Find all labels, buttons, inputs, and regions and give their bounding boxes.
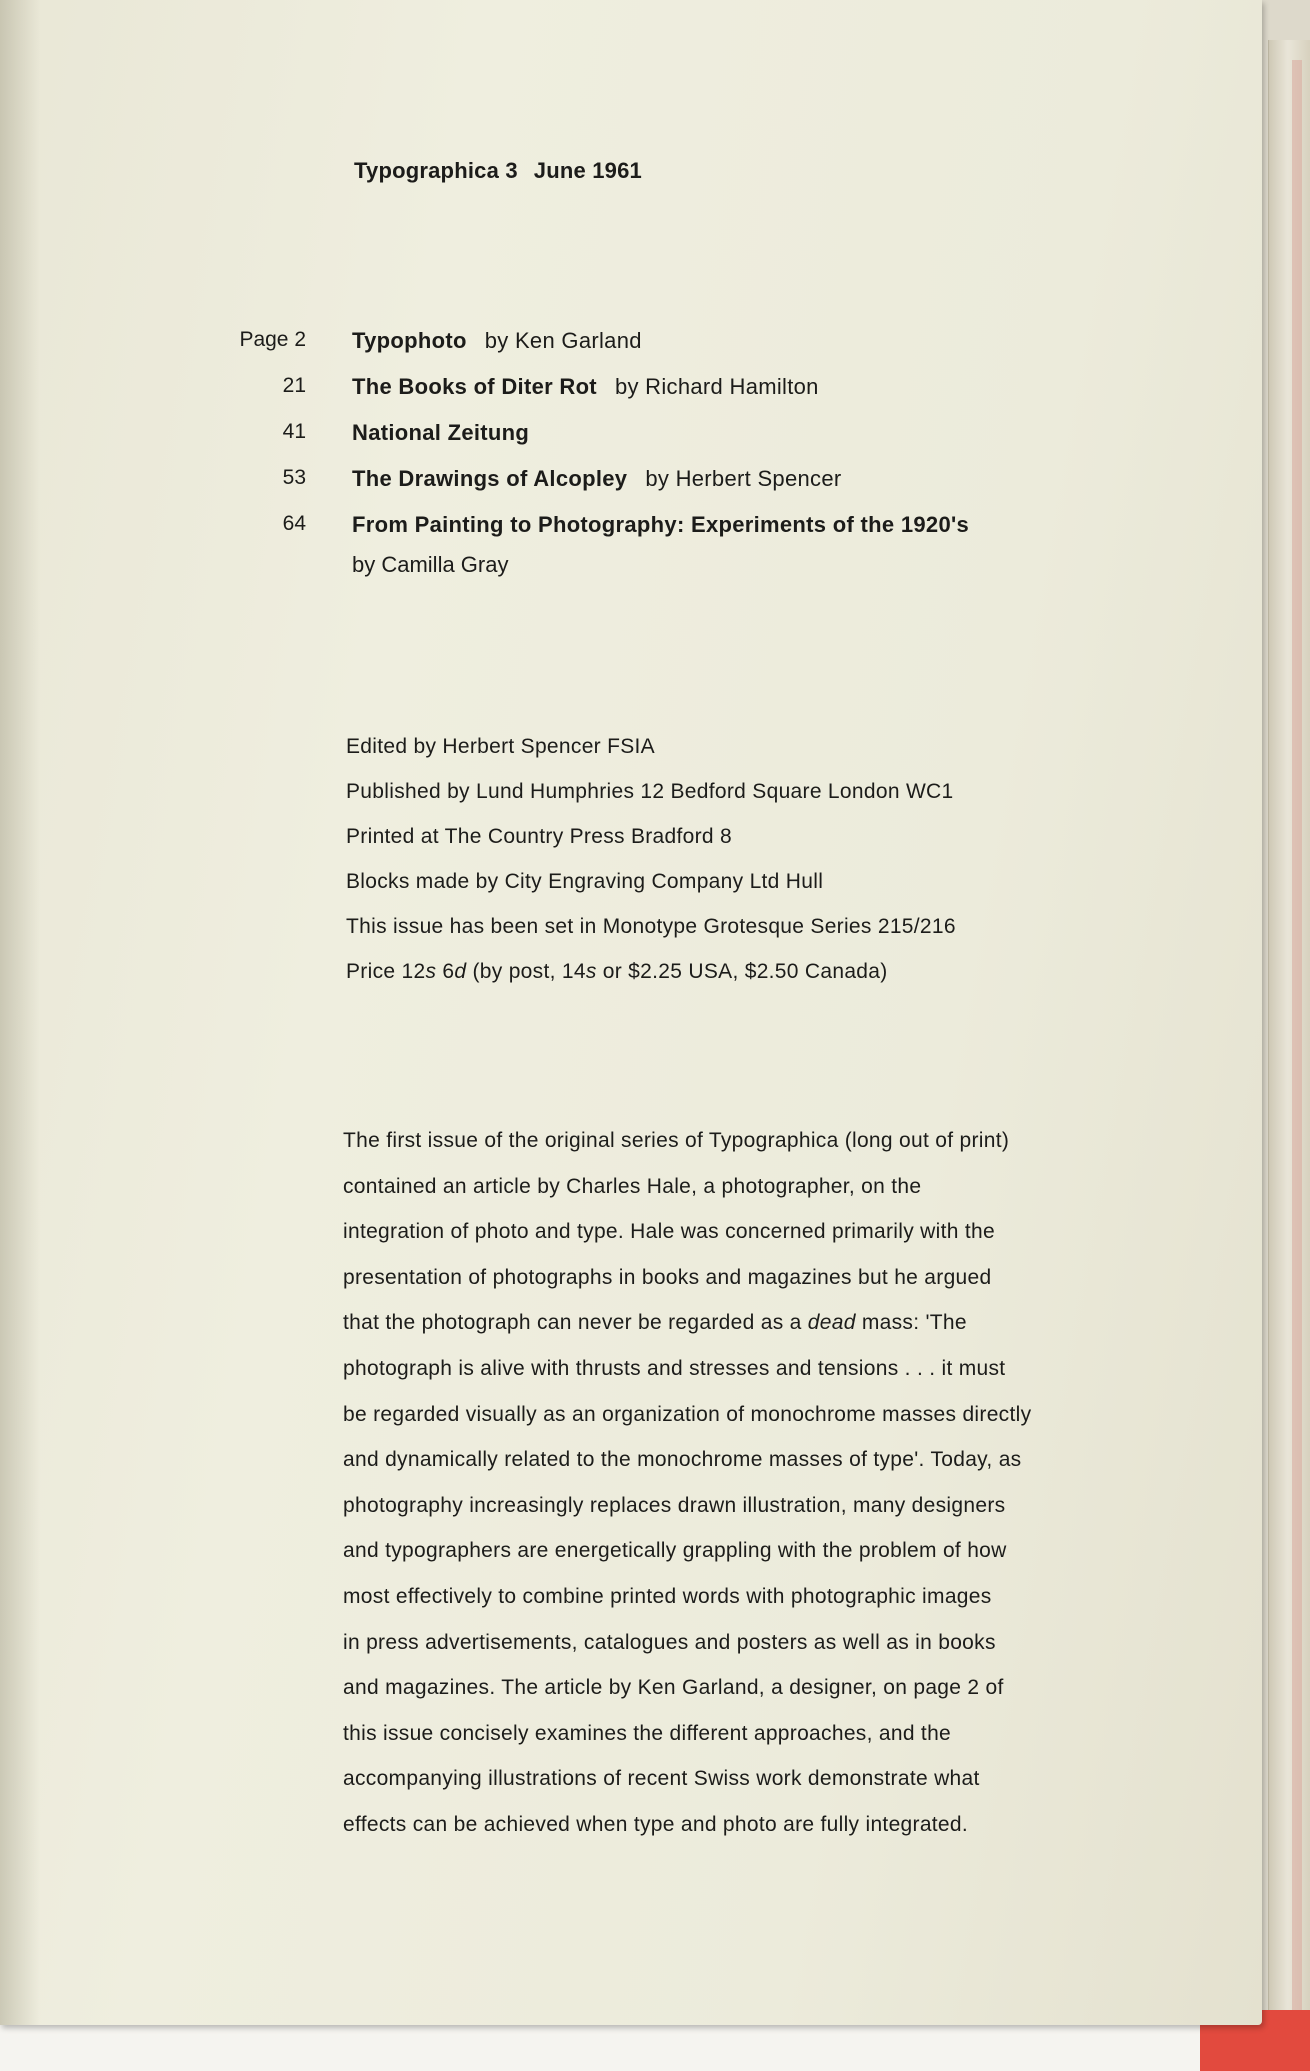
toc-page-number: Page 2 [239, 328, 306, 351]
imprint-editor: Edited by Herbert Spencer FSIA [346, 735, 655, 758]
editorial-paragraph [343, 1118, 1103, 1848]
toc-title: The Books of Diter Rot by Richard Hamilton [352, 374, 819, 399]
paragraph-line: and magazines. The article by Ken Garland, a designer, on page 2 of [343, 1676, 1004, 1700]
table-of-contents [200, 328, 1100, 598]
toc-entry [200, 466, 1100, 512]
toc-entry-author [200, 552, 1100, 598]
toc-title: The Drawings of Alcopley by Herbert Spencer [352, 466, 842, 491]
imprint [346, 724, 956, 994]
paragraph-line: and dynamically related to the monochrome masses of type'. Today, as [343, 1448, 1022, 1472]
issue-header [354, 158, 642, 184]
toc-entry [200, 512, 1100, 552]
paragraph-line: contained an article by Charles Hale, a photographer, on the [343, 1174, 922, 1198]
paragraph-line: presentation of photographs in books and magazines but he argued [343, 1265, 992, 1289]
toc-author: by Ken Garland [484, 328, 642, 353]
back-page-edge [1268, 40, 1310, 2015]
paragraph-line: photograph is alive with thrusts and stresses and tensions . . . it must [343, 1356, 1006, 1380]
toc-title: From Painting to Photography: Experiments of the 1920's [352, 512, 970, 537]
imprint-publisher: Published by Lund Humphries 12 Bedford Square London WC1 [346, 780, 954, 803]
cover-edge [1292, 60, 1302, 2020]
page-gutter-shadow [0, 0, 40, 2025]
paragraph-line: in press advertisements, catalogues and posters as well as in books [343, 1630, 996, 1654]
issue-date: June 1961 [533, 158, 642, 183]
toc-title: Typophoto by Ken Garland [352, 328, 642, 353]
toc-page-number: 53 [282, 466, 306, 489]
toc-author: by Herbert Spencer [645, 466, 842, 491]
paragraph-line: effects can be achieved when type and photo are fully integrated. [343, 1812, 969, 1836]
paragraph-line: most effectively to combine printed words with photographic images [343, 1584, 992, 1608]
toc-title: National Zeitung [352, 420, 530, 445]
paragraph-line: integration of photo and type. Hale was concerned primarily with the [343, 1220, 995, 1244]
imprint-blocks: Blocks made by City Engraving Company Ltd Hull [346, 870, 824, 893]
issue-title: Typographica 3 [354, 158, 518, 183]
toc-author: by Camilla Gray [352, 552, 509, 577]
paragraph-line: be regarded visually as an organization of monochrome masses directly [343, 1402, 1032, 1426]
imprint-price: Price 12s 6d (by post, 14s or $2.25 USA, $2.50 Canada) [346, 960, 888, 983]
paragraph-line: accompanying illustrations of recent Swiss work demonstrate what [343, 1767, 980, 1791]
toc-entry [200, 328, 1100, 374]
toc-page-number: 64 [282, 512, 306, 535]
paragraph-line: The first issue of the original series of Typographica (long out of print) [343, 1129, 1010, 1152]
toc-entry [200, 374, 1100, 420]
toc-entry [200, 420, 1100, 466]
imprint-typeface: This issue has been set in Monotype Grotesque Series 215/216 [346, 915, 956, 938]
toc-page-number: 21 [282, 374, 306, 397]
toc-page-number: 41 [282, 420, 306, 443]
toc-author: by Richard Hamilton [614, 374, 819, 399]
paragraph-line: and typographers are energetically grappling with the problem of how [343, 1539, 1007, 1563]
paragraph-line: that the photograph can never be regarded as a dead mass: 'The [343, 1311, 967, 1335]
imprint-printer: Printed at The Country Press Bradford 8 [346, 825, 732, 848]
paragraph-line: this issue concisely examines the different approaches, and the [343, 1721, 952, 1745]
paragraph-line: photography increasingly replaces drawn illustration, many designers [343, 1493, 1006, 1517]
